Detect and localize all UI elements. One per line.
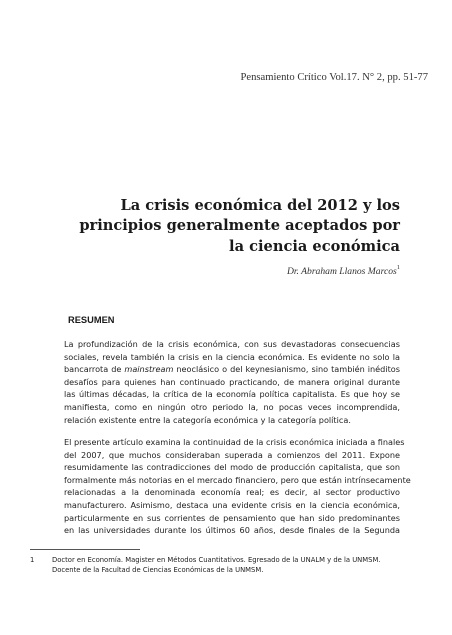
footnote-line: Docente de la Facultad de Ciencias Económicas de la UNMSM. xyxy=(52,566,264,575)
paragraph-line: El presente artículo examina la continuidad de la crisis económica iniciada a finales xyxy=(64,437,405,447)
footnote-line xyxy=(30,555,430,565)
title-line: principios generalmente aceptados por xyxy=(79,217,400,235)
author-name: Dr. Abraham Llanos Marcos xyxy=(286,266,397,278)
paragraph-line: en las universidades durante los últimos 60 años, desde finales de la Segunda xyxy=(64,525,400,536)
paragraph-line: La profundización de la crisis económica, con sus devastadoras consecuencias xyxy=(64,339,400,349)
paragraph-line: bancarrota de mainstream neoclásico o del keynesianismo, sino también inéditos xyxy=(64,364,400,375)
abstract-paragraph-2 xyxy=(64,436,411,537)
author-footnote-marker: 1 xyxy=(396,264,400,271)
article-title xyxy=(40,196,400,257)
abstract-paragraph-1 xyxy=(64,338,400,426)
paragraph-line: relacionadas a la denominada economía real; es decir, al sector productivo xyxy=(64,487,400,498)
author-byline xyxy=(287,265,400,277)
paragraph-line: del 2007, que muchos consideraban superada a comienzos del 2011. Expone xyxy=(64,449,400,460)
paragraph-line: las últimas décadas, la crítica de la economía política capitalista. Es que hoy se xyxy=(64,389,400,400)
footnote-number: 1 xyxy=(30,556,35,564)
paragraph-line: resumidamente las contradicciones del modo de producción capitalista, que son xyxy=(64,462,400,473)
paragraph-line: particularmente en sus corrientes de pensamiento que han sido predominantes xyxy=(64,512,400,523)
footnote-text: Doctor en Economía. Magister en Métodos Cuantitativos. Egresado de la UNALM y de la UNMSM. xyxy=(52,556,381,564)
italic-term: mainstream xyxy=(124,364,174,375)
footnote-separator xyxy=(30,549,140,550)
abstract-heading: RESUMEN xyxy=(68,315,115,325)
title-line: La crisis económica del 2012 y los xyxy=(120,197,400,214)
paragraph-line: manufacturero. Asimismo, destaca una evidente crisis en la ciencia económica, xyxy=(64,499,400,510)
footnote xyxy=(30,555,430,575)
title-line: la ciencia económica xyxy=(229,237,400,255)
paragraph-line: sociales, revela también la crisis en la ciencia económica. Es evidente no solo la xyxy=(64,351,400,362)
paragraph-line: formalmente más notorias en el mercado financiero, pero que están intrínsecamente xyxy=(64,474,411,485)
paragraph-line: relación existente entre la categoría económica y la categoría política. xyxy=(64,414,351,425)
paragraph-line: manifiesta, como en ningún otro periodo la, no pocas veces incomprendida, xyxy=(64,401,400,412)
journal-reference: Pensamiento Crítico Vol.17. N° 2, pp. 51-77 xyxy=(240,72,428,83)
paragraph-line: desafíos para quienes han continuado practicando, de manera original durante xyxy=(64,376,400,387)
